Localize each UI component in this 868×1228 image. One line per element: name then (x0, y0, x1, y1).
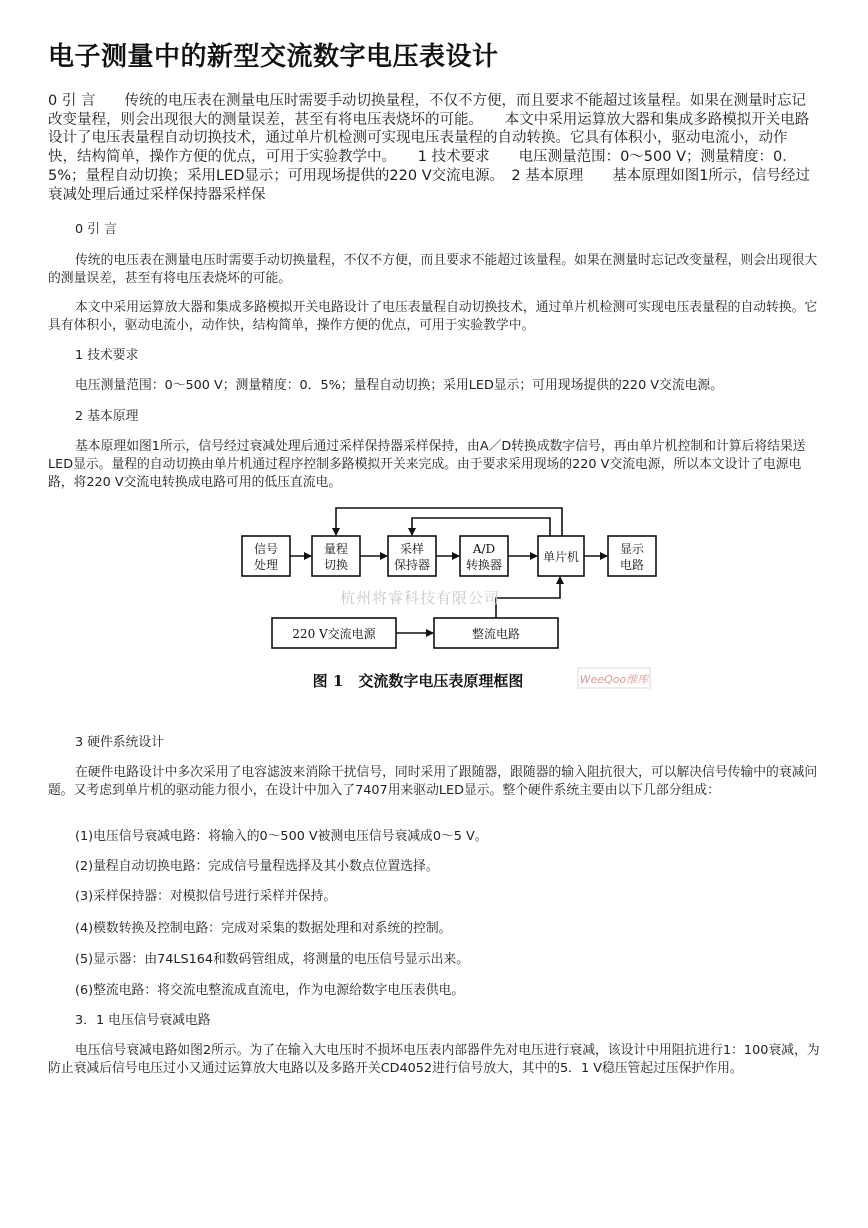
label-display-2: 电路 (619, 558, 645, 572)
page-title: 电子测量中的新型交流数字电压表设计 (48, 42, 499, 72)
paragraph-hardware: 在硬件电路设计中多次采用了电容滤波来消除干扰信号，同时采用了跟随器，跟随器的输入阻抗很大，可以解决信号传输中的衰减问题。又考虑到单片机的驱动能力很小，在设计中加入了7407用来驱动LED显示。整个硬件系统主要由以下几部分组成： (48, 765, 818, 798)
paragraph-introduction: 传统的电压表在测量电压时需要手动切换量程，不仅不方便，而且要求不能超过该量程。如果在测量时忘记改变量程，则会出现很大的测量误差，甚至有将电压表烧坏的可能。 (48, 253, 818, 286)
label-power: 220 V交流电源 (292, 627, 376, 641)
list-item-1: (1)电压信号衰减电路：将输入的0～500 V被测电压信号衰减成0～5 V。 (75, 829, 488, 844)
paragraph-requirements: 电压测量范围：0～500 V；测量精度：0．5%；量程自动切换；采用LED显示；可用现场提供的220 V交流电源。 (75, 378, 724, 393)
list-item-6: (6)整流电路：将交流电整流成直流电，作为电源给数字电压表供电。 (75, 983, 465, 998)
heading-principle: 2 基本原理 (75, 409, 139, 424)
heading-introduction: 0 引 言 (75, 222, 117, 237)
label-sample-1: 采样 (399, 542, 425, 556)
label-adc-1: A/D (472, 542, 496, 556)
heading-hardware: 3 硬件系统设计 (75, 735, 164, 750)
label-mcu: 单片机 (542, 550, 580, 564)
paragraph-attenuation: 电压信号衰减电路如图2所示。为了在输入大电压时不损坏电压表内部器件先对电压进行衰减，该设计中用阻抗进行1：100衰减，为防止衰减后信号电压过小又通过运算放大电路以及多路开关CD4052进行信号放大，其中的5．1 V稳压管起过压保护作用。 (48, 1043, 820, 1076)
label-adc-2: 转换器 (465, 558, 503, 572)
label-range-2: 切换 (323, 558, 349, 572)
list-item-4: (4)模数转换及控制电路：完成对采集的数据处理和对系统的控制。 (75, 921, 452, 936)
label-range-1: 量程 (323, 542, 349, 556)
paragraph-method: 本文中采用运算放大器和集成多路模拟开关电路设计了电压表量程自动切换技术，通过单片机检测可实现电压表量程的自动转换。它具有体积小，驱动电流小，动作快，结构简单，操作方便的优点，可用于实验教学中。 (48, 300, 818, 333)
figure-block-diagram (214, 502, 660, 698)
figure-caption: 图 1 交流数字电压表原理框图 (312, 672, 524, 690)
summary-paragraph: 0 引 言 传统的电压表在测量电压时需要手动切换量程，不仅不方便，而且要求不能超过该量程。如果在测量时忘记改变量程，则会出现很大的测量误差，甚至有将电压表烧坏的可能。 本文中采用运算放大器和集成多路模拟开关电路设计了电压表量程自动切换技术，通过单片机检测可实现电压表量程的自动转换。它具有体积小，驱动电流小，动作快，结构简单，操作方便的优点，可用于实验教学中。 1 技术要求 电压测量范围：0～500 V；测量精度：0．5%；量程自动切换；采用LED显示；可用现场提供的220 V交流电源。 2 基本原理 基本原理如图1所示，信号经过衰减处理后通过采样保持器采样保 (48, 93, 810, 203)
label-sample-2: 保持器 (393, 558, 431, 572)
watermark-text: 杭州将睿科技有限公司 (339, 589, 501, 607)
list-item-5: (5)显示器：由74LS164和数码管组成，将测量的电压信号显示出来。 (75, 952, 470, 967)
label-signal-2: 处理 (253, 558, 279, 572)
label-display-1: 显示 (619, 542, 645, 556)
label-rectifier: 整流电路 (471, 627, 521, 641)
heading-attenuation: 3．1 电压信号衰减电路 (75, 1013, 211, 1028)
paragraph-principle: 基本原理如图1所示，信号经过衰减处理后通过采样保持器采样保持，由A／D转换成数字信号，再由单片机控制和计算后将结果送LED显示。量程的自动切换由单片机通过程序控制多路模拟开关来完成。由于要求采用现场的220 V交流电源，所以本文设计了电源电路，将220 V交流电转换成电路可用的低压直流电。 (48, 439, 806, 490)
list-item-3: (3)采样保持器：对模拟信号进行采样并保持。 (75, 889, 337, 904)
site-logo: WeeQoo维库 (579, 673, 649, 686)
label-signal-1: 信号 (253, 542, 279, 556)
list-item-2: (2)量程自动切换电路：完成信号量程选择及其小数点位置选择。 (75, 859, 439, 874)
heading-requirements: 1 技术要求 (75, 348, 139, 363)
